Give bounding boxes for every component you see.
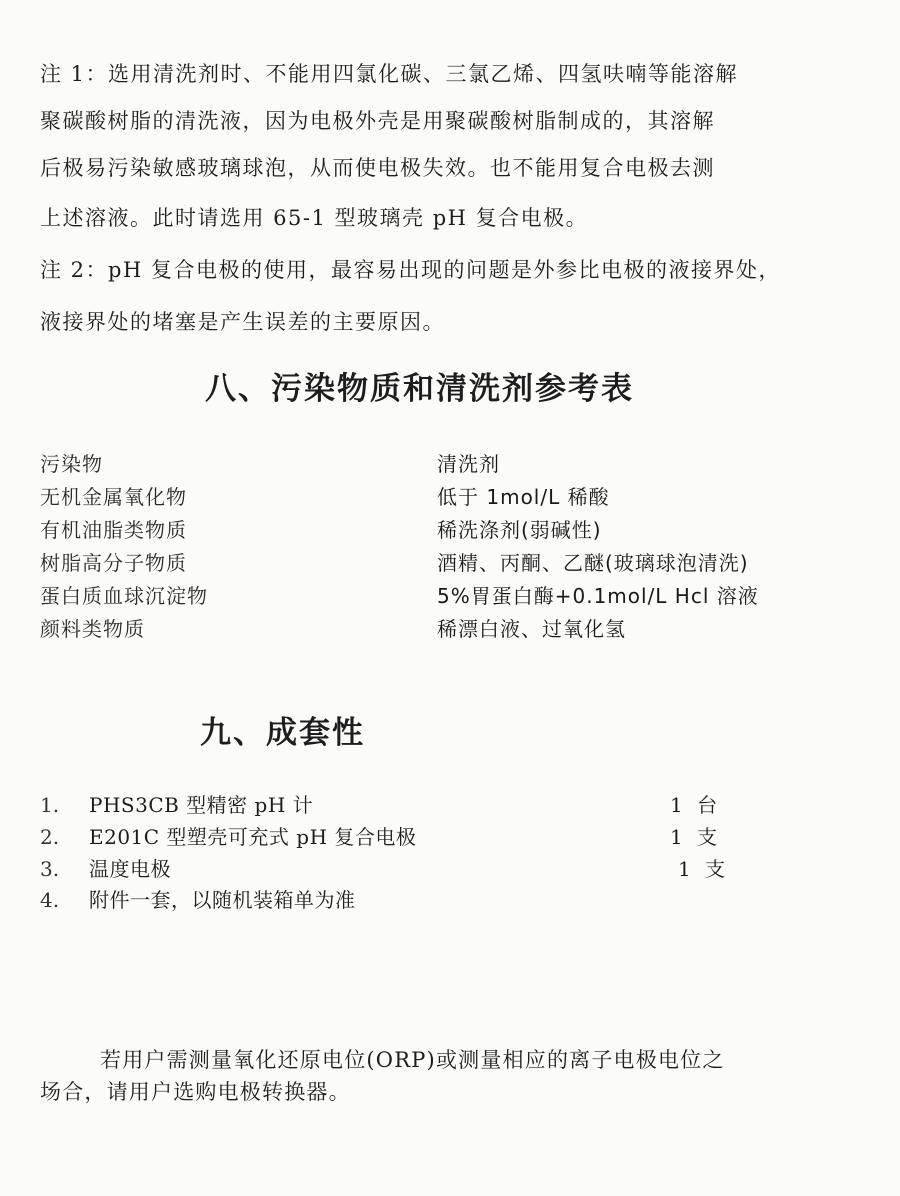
list-item bbox=[40, 827, 740, 853]
table-header-cleaner: 清洗剂 bbox=[437, 452, 500, 476]
list-item bbox=[40, 859, 740, 885]
table-cell-pollutant: 蛋白质血球沉淀物 bbox=[40, 584, 208, 608]
note1-line-1: 注 1：选用清洗剂时、不能用四氯化碳、三氯乙烯、四氢呋喃等能溶解 bbox=[40, 62, 739, 86]
list-item-number: 4. bbox=[40, 888, 60, 912]
list-item-number: 2. bbox=[40, 825, 60, 849]
list-item-quantity: 1 支 bbox=[678, 857, 730, 881]
note1-line-3: 后极易污染敏感玻璃球泡，从而使电极失效。也不能用复合电极去测 bbox=[40, 156, 715, 180]
list-item-text: PHS3CB 型精密 pH 计 bbox=[89, 793, 314, 817]
table-cell-pollutant: 无机金属氧化物 bbox=[40, 485, 187, 509]
note1-line-4: 上述溶液。此时请选用 65-1 型玻璃壳 pH 复合电极。 bbox=[40, 206, 589, 230]
list-item-text: 附件一套，以随机装箱单为准 bbox=[89, 888, 356, 912]
section9-title: 九、成套性 bbox=[200, 715, 365, 751]
table-cell-cleaner: 酒精、丙酮、乙醚(玻璃球泡清洗) bbox=[437, 551, 749, 575]
note2-line-2: 液接界处的堵塞是产生误差的主要原因。 bbox=[40, 310, 445, 334]
list-item bbox=[40, 890, 740, 916]
list-item bbox=[40, 795, 740, 821]
table-cell-cleaner: 5%胃蛋白酶+0.1mol/L Hcl 溶液 bbox=[437, 584, 759, 608]
note1-line-2: 聚碳酸树脂的清洗液，因为电极外壳是用聚碳酸树脂制成的，其溶解 bbox=[40, 109, 715, 133]
list-item-quantity: 1 支 bbox=[670, 825, 722, 849]
table-cell-pollutant: 树脂高分子物质 bbox=[40, 551, 187, 575]
list-item-text: 温度电极 bbox=[89, 857, 171, 881]
table-cell-pollutant: 有机油脂类物质 bbox=[40, 518, 187, 542]
footer-line-2: 场合，请用户选购电极转换器。 bbox=[40, 1080, 351, 1104]
table-cell-cleaner: 稀漂白液、过氧化氢 bbox=[437, 617, 626, 641]
note2-line-1: 注 2：pH 复合电极的使用，最容易出现的问题是外参比电极的液接界处， bbox=[40, 258, 781, 282]
table-header-pollutant: 污染物 bbox=[40, 452, 103, 476]
section8-title: 八、污染物质和清洗剂参考表 bbox=[205, 371, 634, 407]
list-item-number: 3. bbox=[40, 857, 60, 881]
table-cell-cleaner: 低于 1mol/L 稀酸 bbox=[437, 485, 610, 509]
table-cell-pollutant: 颜料类物质 bbox=[40, 617, 145, 641]
list-item-number: 1. bbox=[40, 793, 60, 817]
list-item-text: E201C 型塑壳可充式 pH 复合电极 bbox=[89, 825, 417, 849]
list-item-quantity: 1 台 bbox=[670, 793, 722, 817]
footer-line-1: 若用户需测量氧化还原电位(ORP)或测量相应的离子电极电位之 bbox=[100, 1048, 725, 1072]
table-cell-cleaner: 稀洗涤剂(弱碱性) bbox=[437, 518, 602, 542]
